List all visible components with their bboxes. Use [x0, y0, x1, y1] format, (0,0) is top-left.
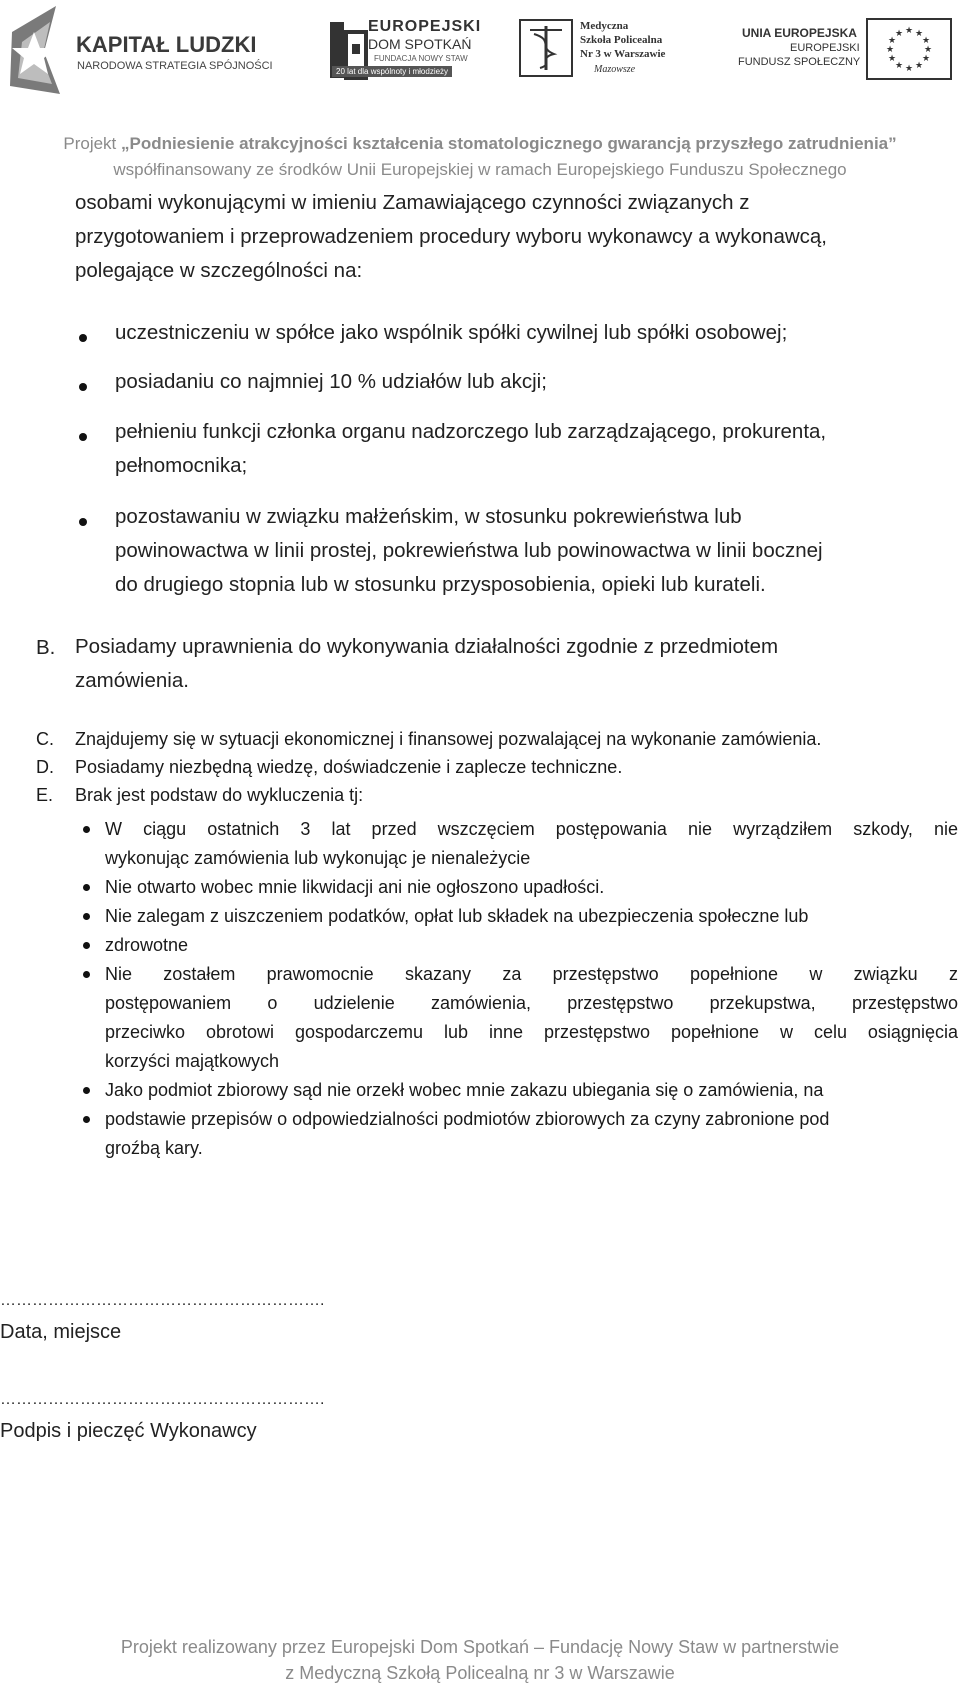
list-item: uczestniczeniu w spółce jako wspólnik spółki cywilnej lub spółki osobowej; [115, 321, 788, 344]
bullet-dot [83, 826, 90, 833]
footer-line-2: z Medyczną Szkołą Policealną nr 3 w Warszawie [285, 1663, 675, 1683]
section-b-letter: B. [36, 636, 56, 659]
header-project-prefix: Projekt [63, 134, 121, 153]
svg-text:★: ★ [885, 45, 895, 55]
logo-bar [0, 0, 960, 110]
szkola-line2: Szkoła Policealna [580, 34, 663, 46]
list-item-continuation: do drugiego stopnia lub w stosunku przysposobienia, opieki lub kurateli. [115, 573, 766, 596]
svg-text:★: ★ [921, 54, 931, 64]
bullet-dot [83, 971, 90, 978]
section-d-text: Posiadamy niezbędną wiedzę, doświadczenie i zaplecze techniczne. [75, 757, 623, 777]
signature-field: ……………………………………………………. [0, 1391, 325, 1408]
date-place-field: ……………………………………………………. [0, 1292, 325, 1309]
list-item: zdrowotne [105, 935, 189, 955]
list-item: pełnieniu funkcji członka organu nadzorczego lub zarządzającego, prokurenta, [115, 420, 827, 443]
bullet-dot [83, 884, 90, 891]
list-item-continuation: wykonując zamówienia lub wykonując je nienależycie [105, 848, 531, 868]
svg-text:★: ★ [921, 36, 931, 46]
ue-line1: UNIA EUROPEJSKA [742, 26, 857, 40]
list-item: Nie otwarto wobec mnie likwidacji ani nie ogłoszono upadłości. [105, 877, 605, 897]
kapital-ludzki-logo [0, 0, 290, 110]
edsp-line2: DOM SPOTKAŃ [368, 36, 472, 52]
section-e-letter: E. [36, 785, 54, 805]
bullet-dot [79, 433, 87, 441]
kapital-ludzki-title: KAPITAŁ LUDZKI [76, 32, 257, 57]
header-cofinancing: współfinansowany ze środków Unii Europejskiej w ramach Europejskiego Funduszu Społecznego [113, 160, 847, 179]
list-item-continuation: pełnomocnika; [115, 454, 248, 477]
list-item: pozostawaniu w związku małżeńskim, w stosunku pokrewieństwa lub [115, 505, 742, 528]
ue-logo [738, 0, 960, 110]
intro-line-2: przygotowaniem i przeprowadzeniem procedury wyboru wykonawcy a wykonawcą, [75, 225, 828, 248]
header-project-title [0, 134, 960, 154]
section-c-text: Znajdujemy się w sytuacji ekonomicznej i finansowej pozwalającej na wykonanie zamówienia. [75, 729, 822, 749]
bullet-dot [83, 1116, 90, 1123]
svg-text:★: ★ [914, 29, 924, 39]
section-d-letter: D. [36, 757, 54, 777]
intro-line-3: polegające w szczególności na: [75, 259, 363, 282]
bullet-dot [79, 334, 87, 342]
list-item: W ciągu ostatnich 3 lat przed wszczęciem postępowania nie wyrządziłem szkody, nie [105, 819, 958, 839]
edsp-logo [326, 0, 486, 110]
szkola-line4: Mazowsze [594, 64, 636, 75]
date-place-label: Data, miejsce [0, 1321, 122, 1343]
edsp-line1: EUROPEJSKI [368, 18, 482, 35]
signature-label: Podpis i pieczęć Wykonawcy [0, 1420, 257, 1442]
list-item: podstawie przepisów o odpowiedzialności podmiotów zbiorowych za czyny zabronione pod [105, 1109, 830, 1129]
svg-text:★: ★ [887, 54, 897, 64]
list-item: Jako podmiot zbiorowy sąd nie orzekł wobec mnie zakazu ubiegania się o zamówienia, na [105, 1080, 824, 1100]
section-e-text: Brak jest podstaw do wykluczenia tj: [75, 785, 364, 805]
svg-text:★: ★ [904, 26, 914, 36]
svg-text:★: ★ [894, 61, 904, 71]
edsp-line3: FUNDACJA NOWY STAW [374, 54, 468, 63]
section-b-line-2: zamówienia. [75, 669, 189, 692]
szkola-line1: Medyczna [580, 20, 629, 32]
list-item: Nie zostałem prawomocnie skazany za przestępstwo popełnione w związku z [105, 964, 958, 984]
list-item: posiadaniu co najmniej 10 % udziałów lub akcji; [115, 370, 547, 393]
bullet-dot [79, 518, 87, 526]
bullet-dot [83, 942, 90, 949]
bullet-dot [79, 383, 87, 391]
list-item-continuation: groźbą kary. [105, 1138, 203, 1158]
ue-line3: FUNDUSZ SPOŁECZNY [738, 56, 861, 68]
list-item: Nie zalegam z uiszczeniem podatków, opłat lub składek na ubezpieczenia społeczne lub [105, 906, 809, 926]
svg-text:★: ★ [914, 61, 924, 71]
szkola-line3: Nr 3 w Warszawie [580, 48, 666, 60]
ue-line2: EUROPEJSKI [790, 42, 860, 54]
intro-line-1: osobami wykonującymi w imieniu Zamawiającego czynności związanych z [75, 191, 750, 214]
section-c-letter: C. [36, 729, 54, 749]
szkola-emblem-icon [518, 18, 574, 78]
svg-text:★: ★ [923, 45, 933, 55]
szkola-logo [518, 0, 678, 110]
eu-flag-icon [866, 18, 952, 80]
list-item-continuation: powinowactwa w linii prostej, pokrewieństwa lub powinowactwa w linii bocznej [115, 539, 823, 562]
header-project-name: „Podniesienie atrakcyjności kształcenia stomatologicznego gwarancją przyszłego zatrudnienia” [121, 134, 897, 153]
bullet-dot [83, 1087, 90, 1094]
list-item-continuation: korzyści majątkowych [105, 1051, 280, 1071]
svg-text:★: ★ [887, 36, 897, 46]
bullet-dot [83, 913, 90, 920]
list-item-continuation: postępowaniem o udzielenie zamówienia, przestępstwo przekupstwa, przestępstwo [105, 993, 958, 1013]
list-item-continuation: przeciwko obrotowi gospodarczemu lub inne przestępstwo popełnione w celu osiągnięcia [105, 1022, 958, 1042]
footer-line-1: Projekt realizowany przez Europejski Dom Spotkań – Fundację Nowy Staw w partnerstwie [120, 1637, 840, 1657]
kapital-ludzki-subtitle: NARODOWA STRATEGIA SPÓJNOŚCI [77, 60, 273, 72]
svg-text:★: ★ [894, 29, 904, 39]
edsp-line4: 20 lat dla wspólnoty i młodzieży [332, 66, 452, 77]
section-b-line-1: Posiadamy uprawnienia do wykonywania działalności zgodnie z przedmiotem [75, 635, 779, 658]
kapital-ludzki-star-icon [4, 2, 64, 102]
svg-text:★: ★ [904, 64, 914, 74]
